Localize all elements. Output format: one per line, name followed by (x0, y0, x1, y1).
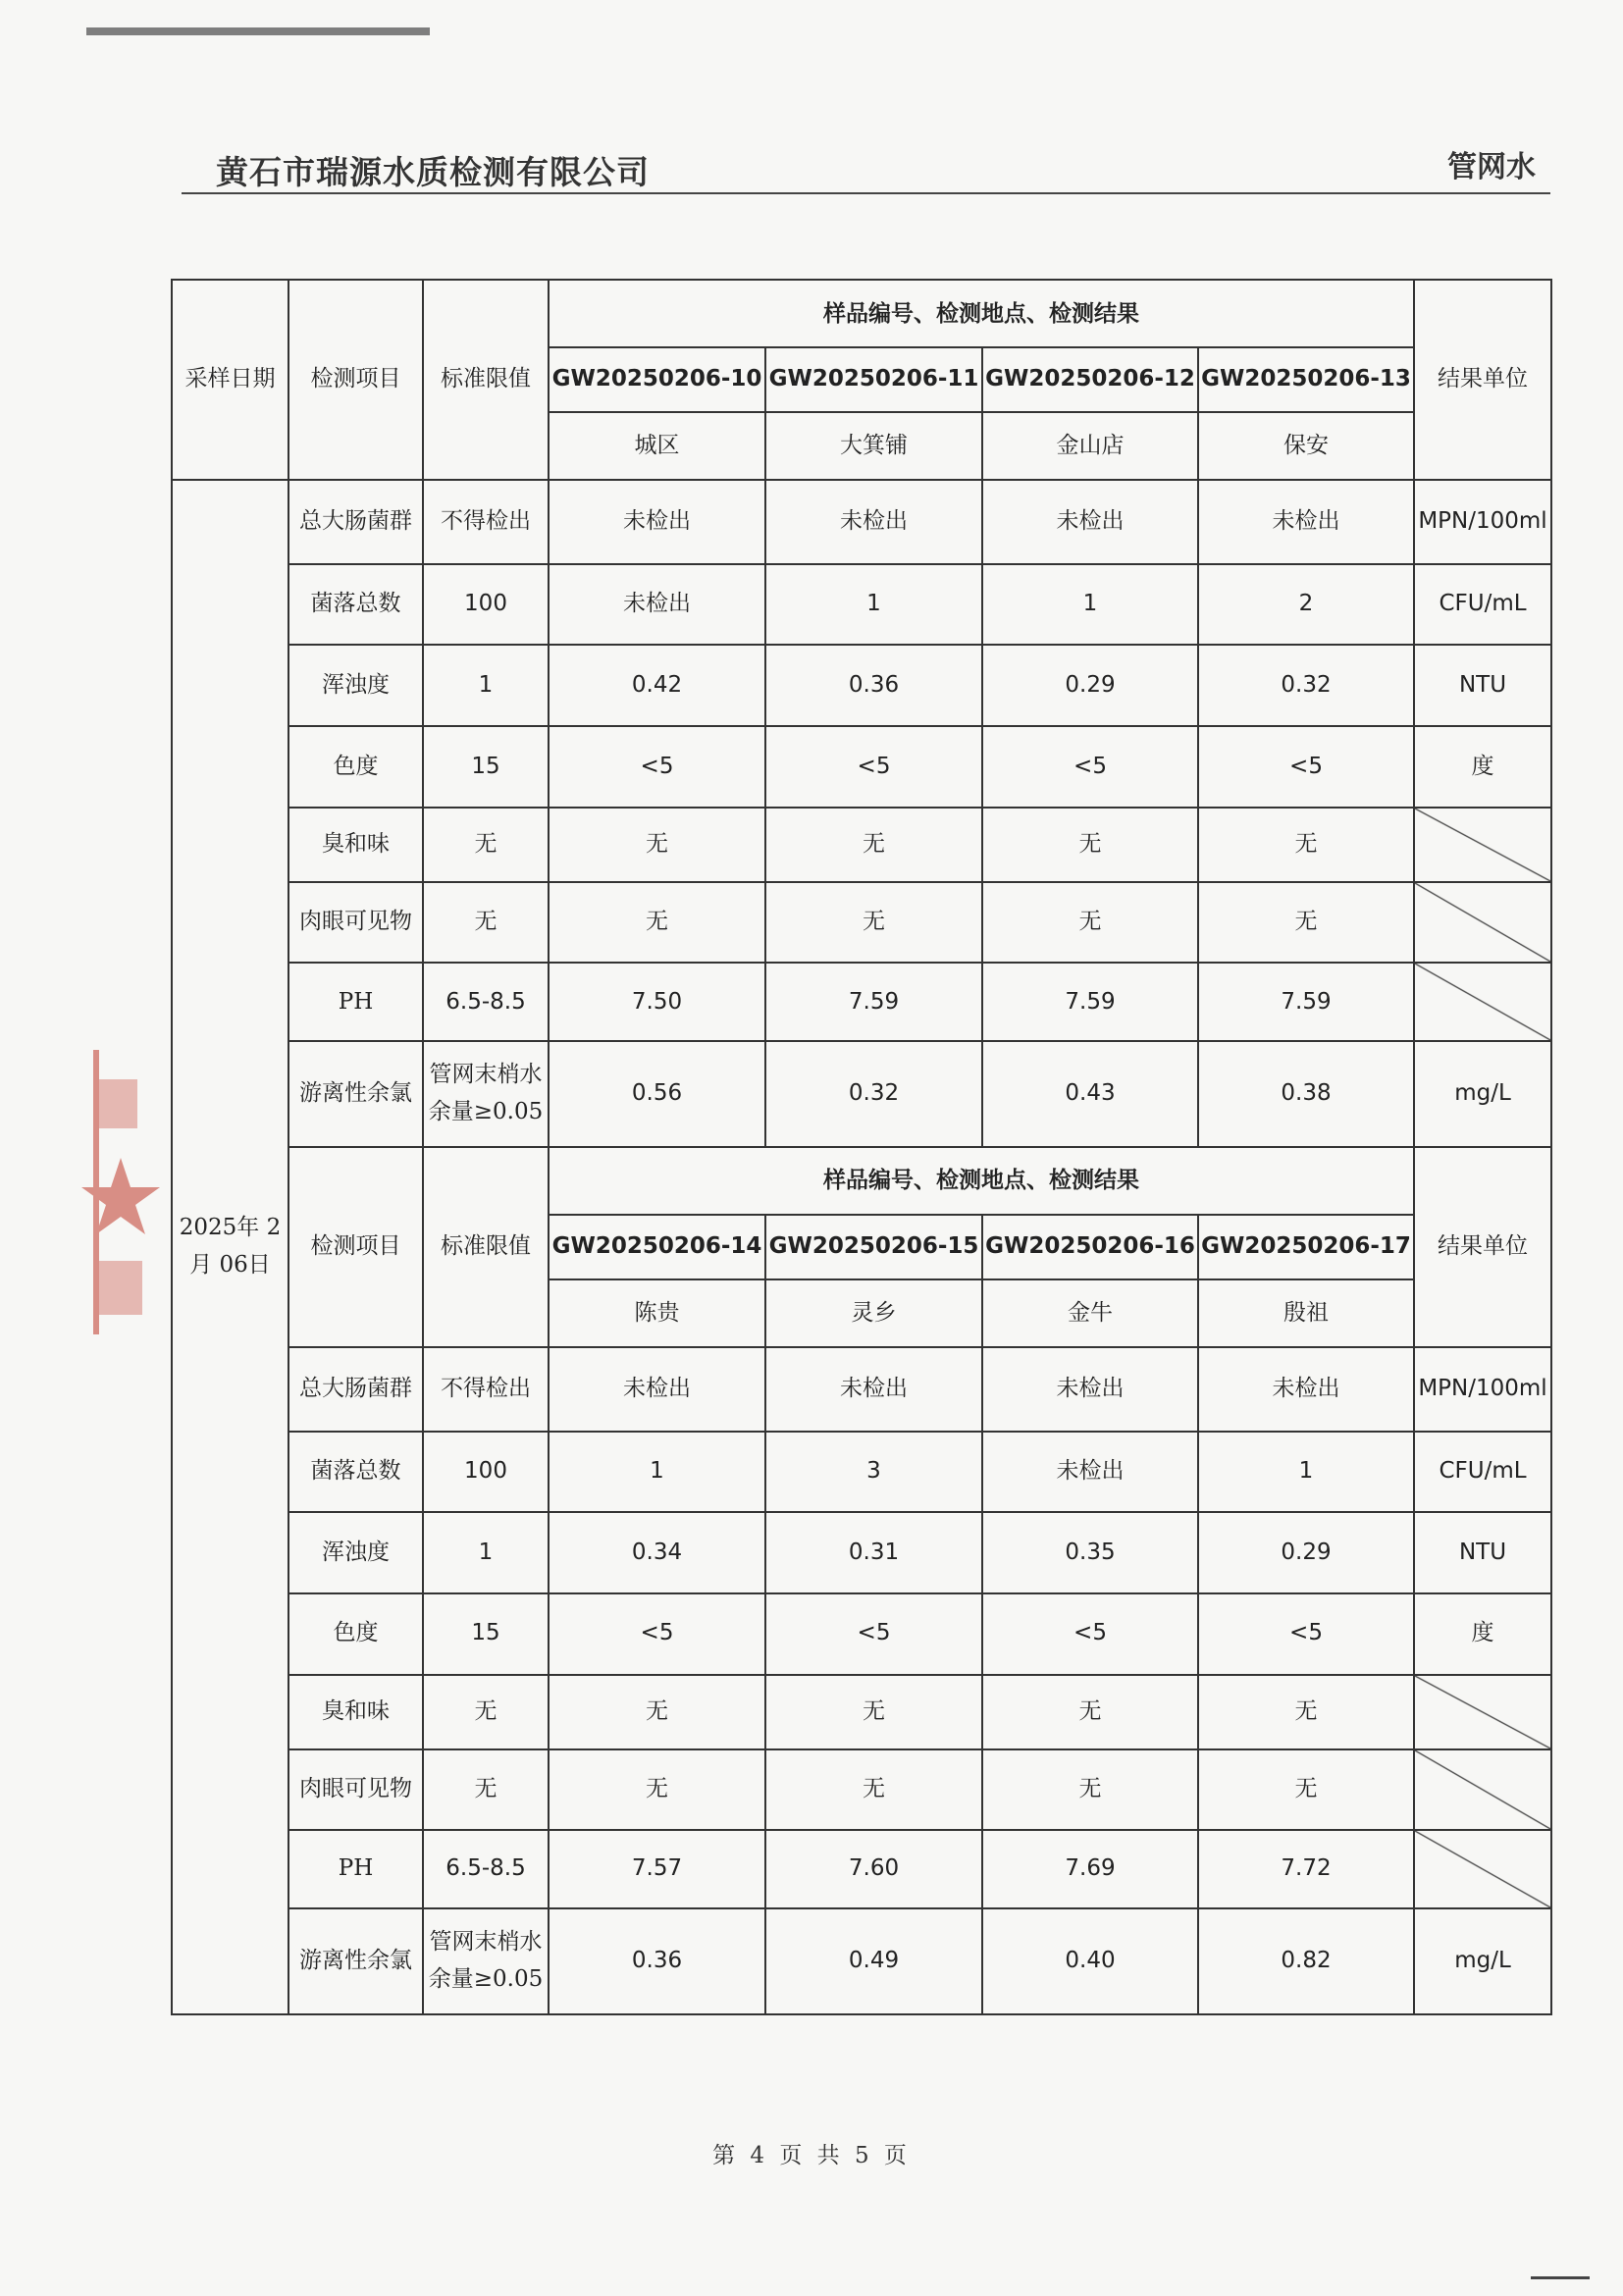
standard-limit: 无 (423, 808, 549, 882)
result-unit: mg/L (1414, 1041, 1551, 1146)
result-value: 0.82 (1198, 1908, 1414, 2014)
standard-limit: 1 (423, 1512, 549, 1593)
sample-location: 金山店 (982, 412, 1198, 480)
test-item: 色度 (288, 726, 423, 808)
result-value: 无 (1198, 1749, 1414, 1831)
result-value: 1 (765, 564, 982, 646)
test-item: 游离性余氯 (288, 1041, 423, 1146)
sample-location: 陈贵 (549, 1279, 765, 1347)
test-item: 臭和味 (288, 808, 423, 882)
unit-not-applicable-slash (1414, 1675, 1551, 1749)
col-header-result-unit: 结果单位 (1414, 1147, 1551, 1347)
result-value: 1 (982, 564, 1198, 646)
result-value: 0.49 (765, 1908, 982, 2014)
result-value: 无 (1198, 882, 1414, 964)
standard-limit: 无 (423, 1675, 549, 1749)
result-value: <5 (1198, 726, 1414, 808)
unit-not-applicable-slash (1414, 882, 1551, 964)
result-value: <5 (765, 1593, 982, 1675)
standard-limit: 1 (423, 645, 549, 726)
result-value: 无 (765, 1675, 982, 1749)
result-value: 0.42 (549, 645, 765, 726)
result-value: 1 (1198, 1432, 1414, 1513)
result-unit: MPN/100ml (1414, 1347, 1551, 1432)
sampling-date: 2025年 2月 06日 (172, 480, 288, 2014)
result-value: <5 (765, 726, 982, 808)
col-header-result-unit: 结果单位 (1414, 280, 1551, 480)
result-value: 无 (549, 808, 765, 882)
sample-code: GW20250206-16 (982, 1215, 1198, 1279)
standard-limit: 不得检出 (423, 480, 549, 564)
sample-code: GW20250206-12 (982, 347, 1198, 412)
sample-code: GW20250206-15 (765, 1215, 982, 1279)
test-item: 肉眼可见物 (288, 882, 423, 964)
result-value: 3 (765, 1432, 982, 1513)
result-value: 0.36 (765, 645, 982, 726)
result-value: 7.50 (549, 963, 765, 1041)
result-value: 7.72 (1198, 1830, 1414, 1908)
result-value: 7.60 (765, 1830, 982, 1908)
test-item: 菌落总数 (288, 1432, 423, 1513)
unit-not-applicable-slash (1414, 1830, 1551, 1908)
result-value: 无 (1198, 1675, 1414, 1749)
result-value: 无 (549, 1749, 765, 1831)
col-header-standard-limit: 标准限值 (423, 280, 549, 480)
page-number: 第 4 页 共 5 页 (712, 2143, 911, 2168)
result-value: 0.29 (982, 645, 1198, 726)
result-value: <5 (982, 1593, 1198, 1675)
sample-location: 殷祖 (1198, 1279, 1414, 1347)
test-item: 总大肠菌群 (288, 1347, 423, 1432)
standard-limit: 15 (423, 1593, 549, 1675)
result-value: 无 (549, 1675, 765, 1749)
result-value: 未检出 (765, 480, 982, 564)
result-unit: CFU/mL (1414, 564, 1551, 646)
result-value: 0.32 (1198, 645, 1414, 726)
standard-limit: 管网末梢水余量≥0.05 (423, 1041, 549, 1146)
result-unit: mg/L (1414, 1908, 1551, 2014)
water-category: 管网水 (1447, 150, 1536, 184)
result-value: 未检出 (982, 1432, 1198, 1513)
result-value: 0.29 (1198, 1512, 1414, 1593)
col-header-standard-limit: 标准限值 (423, 1147, 549, 1347)
result-value: 0.31 (765, 1512, 982, 1593)
sample-location: 城区 (549, 412, 765, 480)
result-value: 未检出 (1198, 480, 1414, 564)
result-value: <5 (982, 726, 1198, 808)
result-value: 7.69 (982, 1830, 1198, 1908)
unit-not-applicable-slash (1414, 963, 1551, 1041)
scan-edge-mark (1531, 2276, 1590, 2279)
result-value: 1 (549, 1432, 765, 1513)
result-value: 7.57 (549, 1830, 765, 1908)
result-value: 无 (549, 882, 765, 964)
result-value: 0.32 (765, 1041, 982, 1146)
unit-not-applicable-slash (1414, 1749, 1551, 1831)
result-value: 7.59 (982, 963, 1198, 1041)
result-value: 7.59 (765, 963, 982, 1041)
result-value: 无 (765, 808, 982, 882)
sample-code: GW20250206-17 (1198, 1215, 1414, 1279)
result-value: 无 (1198, 808, 1414, 882)
result-unit: NTU (1414, 645, 1551, 726)
standard-limit: 100 (423, 1432, 549, 1513)
sample-code: GW20250206-14 (549, 1215, 765, 1279)
result-value: 无 (765, 882, 982, 964)
result-value: 0.36 (549, 1908, 765, 2014)
result-value: 无 (982, 1749, 1198, 1831)
sample-location: 保安 (1198, 412, 1414, 480)
sample-location: 大箕铺 (765, 412, 982, 480)
result-unit: MPN/100ml (1414, 480, 1551, 564)
result-value: 0.34 (549, 1512, 765, 1593)
result-value: 未检出 (549, 1347, 765, 1432)
standard-limit: 管网末梢水余量≥0.05 (423, 1908, 549, 2014)
result-value: 0.35 (982, 1512, 1198, 1593)
result-value: <5 (549, 1593, 765, 1675)
sample-caption: 样品编号、检测地点、检测结果 (549, 1147, 1414, 1215)
test-item: 菌落总数 (288, 564, 423, 646)
result-unit: CFU/mL (1414, 1432, 1551, 1513)
standard-limit: 无 (423, 1749, 549, 1831)
result-value: 无 (982, 1675, 1198, 1749)
result-value: 未检出 (765, 1347, 982, 1432)
result-value: 未检出 (982, 1347, 1198, 1432)
result-unit: NTU (1414, 1512, 1551, 1593)
sample-location: 灵乡 (765, 1279, 982, 1347)
sample-caption: 样品编号、检测地点、检测结果 (549, 280, 1414, 347)
water-quality-report-table (171, 279, 1552, 2015)
test-item: PH (288, 963, 423, 1041)
standard-limit: 100 (423, 564, 549, 646)
scan-artifact-bar (86, 27, 430, 35)
standard-limit: 6.5-8.5 (423, 963, 549, 1041)
test-item: 色度 (288, 1593, 423, 1675)
test-item: 臭和味 (288, 1675, 423, 1749)
result-value: 0.40 (982, 1908, 1198, 2014)
result-value: <5 (1198, 1593, 1414, 1675)
test-item: 浑浊度 (288, 645, 423, 726)
standard-limit: 15 (423, 726, 549, 808)
test-item: 总大肠菌群 (288, 480, 423, 564)
col-header-test-item: 检测项目 (288, 1147, 423, 1347)
result-value: 无 (765, 1749, 982, 1831)
result-value: 未检出 (982, 480, 1198, 564)
sample-code: GW20250206-13 (1198, 347, 1414, 412)
result-value: 0.56 (549, 1041, 765, 1146)
test-item: 肉眼可见物 (288, 1749, 423, 1831)
test-item: 游离性余氯 (288, 1908, 423, 2014)
result-value: 未检出 (549, 564, 765, 646)
standard-limit: 6.5-8.5 (423, 1830, 549, 1908)
sample-code: GW20250206-10 (549, 347, 765, 412)
red-seal-stamp-icon (77, 1040, 165, 1354)
sample-location: 金牛 (982, 1279, 1198, 1347)
col-header-test-item: 检测项目 (288, 280, 423, 480)
result-unit: 度 (1414, 1593, 1551, 1675)
result-value: 7.59 (1198, 963, 1414, 1041)
result-value: 未检出 (1198, 1347, 1414, 1432)
test-item: 浑浊度 (288, 1512, 423, 1593)
company-name: 黄石市瑞源水质检测有限公司 (216, 153, 650, 191)
header-rule (182, 192, 1550, 194)
result-value: <5 (549, 726, 765, 808)
result-value: 无 (982, 808, 1198, 882)
unit-not-applicable-slash (1414, 808, 1551, 882)
result-value: 未检出 (549, 480, 765, 564)
standard-limit: 不得检出 (423, 1347, 549, 1432)
sample-code: GW20250206-11 (765, 347, 982, 412)
test-item: PH (288, 1830, 423, 1908)
result-value: 2 (1198, 564, 1414, 646)
result-value: 0.38 (1198, 1041, 1414, 1146)
standard-limit: 无 (423, 882, 549, 964)
result-value: 0.43 (982, 1041, 1198, 1146)
result-unit: 度 (1414, 726, 1551, 808)
result-value: 无 (982, 882, 1198, 964)
col-header-sampling-date: 采样日期 (172, 280, 288, 480)
